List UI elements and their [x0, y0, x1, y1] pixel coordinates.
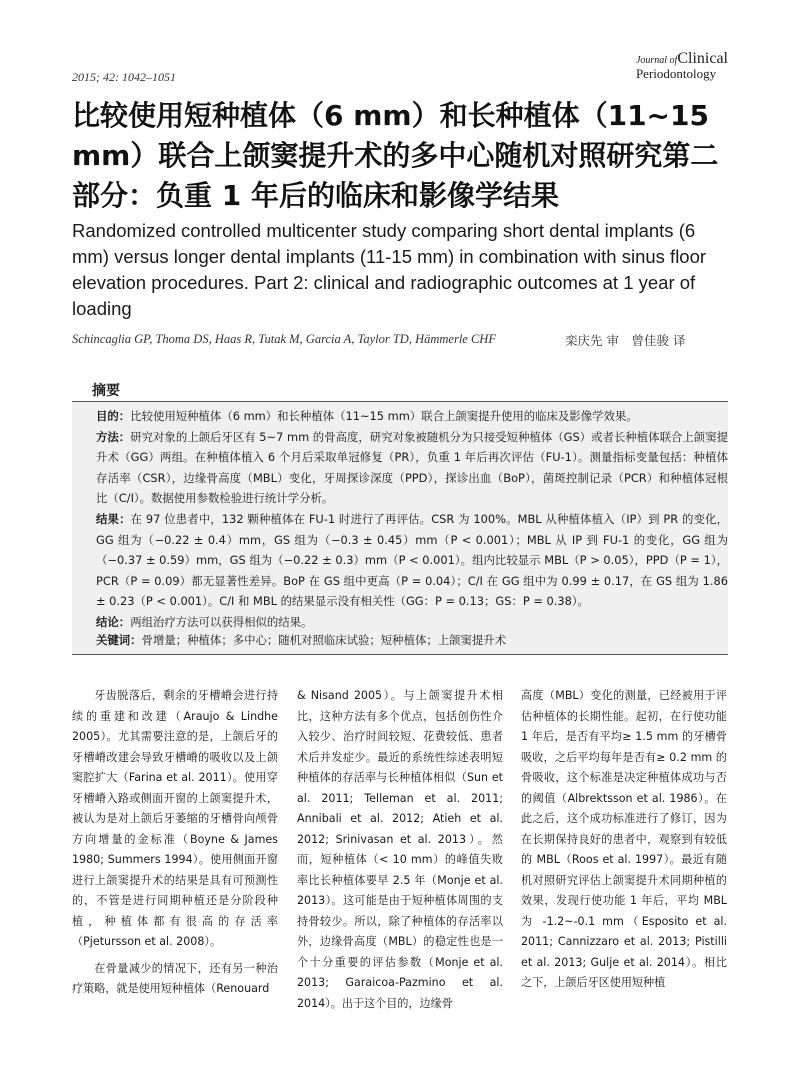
methods-label: 方法：: [96, 429, 131, 444]
abstract-heading: 摘要: [92, 383, 120, 399]
abstract-objective: [96, 406, 728, 427]
objective-text: 比较使用短种植体（6 mm）和长种植体（11~15 mm）联合上颌窦提升使用的临床及影像学效果。: [130, 409, 638, 423]
journal-logo: [636, 52, 728, 80]
title-chinese: 比较使用短种植体（6 mm）和长种植体（11~15 mm）联合上颌窦提升术的多中心随机对照研究第二部分：负重 1 年后的临床和影像学结果: [72, 99, 719, 212]
conclusion-label: 结论：: [96, 614, 131, 629]
results-text: 在 97 位患者中，132 颗种植体在 FU-1 时进行了再评估。CSR 为 100%。MBL 从种植体植入（IP）到 PR 的变化，GG 组为（−0.22 ± 0.4）mm，GS 组为（−0.3 ± 0.45）mm（P < 0.001）；MBL 从 IP 到 FU-1 的变化，GG 组为（−0.37 ± 0.59）mm，GS 组为（−0.22 ± 0.3）mm（P < 0.001）。组内比较显示 MBL（P > 0.05），PPD（P = 1），PCR（P = 0.09）都无显著性差异。BoP 在 GS 组中更高（P = 0.04）；C/I 在 GG 组中为 0.99 ± 0.17，在 GS 组为 1.86 ± 0.23（P < 0.001）。C/I 和 MBL 的结果显示没有相关性（GG：P = 0.13；GS：P = 0.38）。: [96, 511, 728, 609]
body-column-1: [72, 686, 278, 1000]
title-english: Randomized controlled multicenter study comparing short dental implants (6 mm) versus longer dental implants (11-15 mm) in combination with sinus floor elevation procedures. Part 2: clinical and radiographic outcomes at 1 year of loading: [72, 220, 707, 319]
methods-text: 研究对象的上颌后牙区有 5~7 mm 的骨高度，研究对象被随机分为只接受短种植体（GS）或者长种植体联合上颌窦提升术（GG）两组。在种植体植入 6 个月后采取单冠修复（PR），负重 1 年后再次评估（FU-1）。测量指标变量包括：种植体存活率（CSR），边缘骨高度（MBL）变化，牙周探诊深度（PPD），探诊出血（BoP），菌斑控制记录（PCR）和种植体冠根比（C/I）。数据使用参数检验进行统计学分析。: [96, 429, 728, 506]
conclusion-text: 两组治疗方法可以获得相似的结果。: [130, 614, 313, 629]
journal-logo-line1: [636, 52, 728, 67]
body-paragraph: 在骨量减少的情况下，还有另一种治疗策略，就是使用短种植体（Renouard: [72, 961, 278, 995]
translators: 栾庆先 审 曾佳骏 译: [565, 333, 686, 348]
citation: 2015; 42: 1042–1051: [72, 70, 176, 84]
body-paragraph: 牙齿脱落后，剩余的牙槽嵴会进行持续的重建和改建（Araujo & Lindhe 2005）。尤其需要注意的是，上颌后牙的牙槽嵴改建会导致牙槽嵴的吸收以及上颌窦腔扩大（Farina et al. 2011）。使用穿牙槽嵴入路或侧面开窗的上颌窦提升术，被认为是对上颌后牙萎缩的牙槽骨向颅骨方向增量的金标准（Boyne & James 1980; Summers 1994）。使用侧面开窗进行上颌窦提升术的结果是具有可预测性的，不管是进行同期种植还是分阶段种植，种植体都有很高的存活率（Pjetursson et al. 2008）。: [72, 689, 278, 948]
abstract-methods: [96, 427, 728, 509]
journal-logo-clinical: Clinical: [677, 50, 728, 67]
body-paragraph: 高度（MBL）变化的测量，已经被用于评估种植体的长期性能。起初，在行使功能 1 年后，是否有平均≥ 1.5 mm 的牙槽骨吸收，之后平均每年是否有≥ 0.2 mm 的骨吸收，这个标准是决定种植体成功与否的阈值（Albrektsson et al. 1986）。在此之后，这个成功标准进行了修订，因为在长期保持良好的患者中，观察到有较低的 MBL（Roos et al. 1997）。最近有随机对照研究评估上颌窦提升术同期种植的效果，发现行使功能 1 年后，平均 MBL 为 -1.2~-0.1 mm（Esposito et al. 2011; Cannizzaro et al. 2013; Pistilli et al. 2013; Gulje et al. 2014）。相比之下，上颌后牙区使用短种植: [521, 689, 727, 989]
keywords-label: 关键词：: [96, 633, 142, 647]
abstract-conclusion: [96, 612, 728, 633]
journal-logo-periodontology: Periodontology: [635, 66, 717, 81]
abstract-content: [96, 406, 728, 633]
journal-logo-of: Journal of: [635, 55, 678, 66]
keywords-text: 骨增量；种植体；多中心；随机对照临床试验；短种植体；上颌窦提升术: [141, 633, 507, 647]
objective-label: 目的：: [96, 409, 131, 423]
authors: Schincaglia GP, Thoma DS, Haas R, Tutak M, Garcia A, Taylor TD, Hämmerle CHF: [72, 332, 496, 346]
results-label: 结果：: [96, 511, 131, 526]
body-column-2: [297, 686, 503, 1014]
abstract-keywords: [96, 632, 506, 648]
abstract-results: [96, 509, 728, 612]
body-paragraph: & Nisand 2005）。与上颌窦提升术相比，这种方法有多个优点，包括创伤性介入较少、治疗时间较短、花费较低、患者术后并发症少。最近的系统性综述表明短种植体的存活率与长种植体相似（Sun et al. 2011; Telleman et al. 2011; Annibali et al. 2012; Atieh et al. 2012; Srinivasan et al. 2013）。然而，短种植体（< 10 mm）的峰值失败率比长种植体要早 2.5 年（Monje et al. 2013）。这可能是由于短种植体周围的支持骨较少。所以，除了种植体的存活率以外，边缘骨高度（MBL）的稳定性也是一个十分重要的评估参数（Monje et al. 2013; Garaicoa-Pazmino et al. 2014）。出于这个目的，边缘骨: [297, 689, 503, 1010]
body-column-3: [521, 686, 727, 994]
